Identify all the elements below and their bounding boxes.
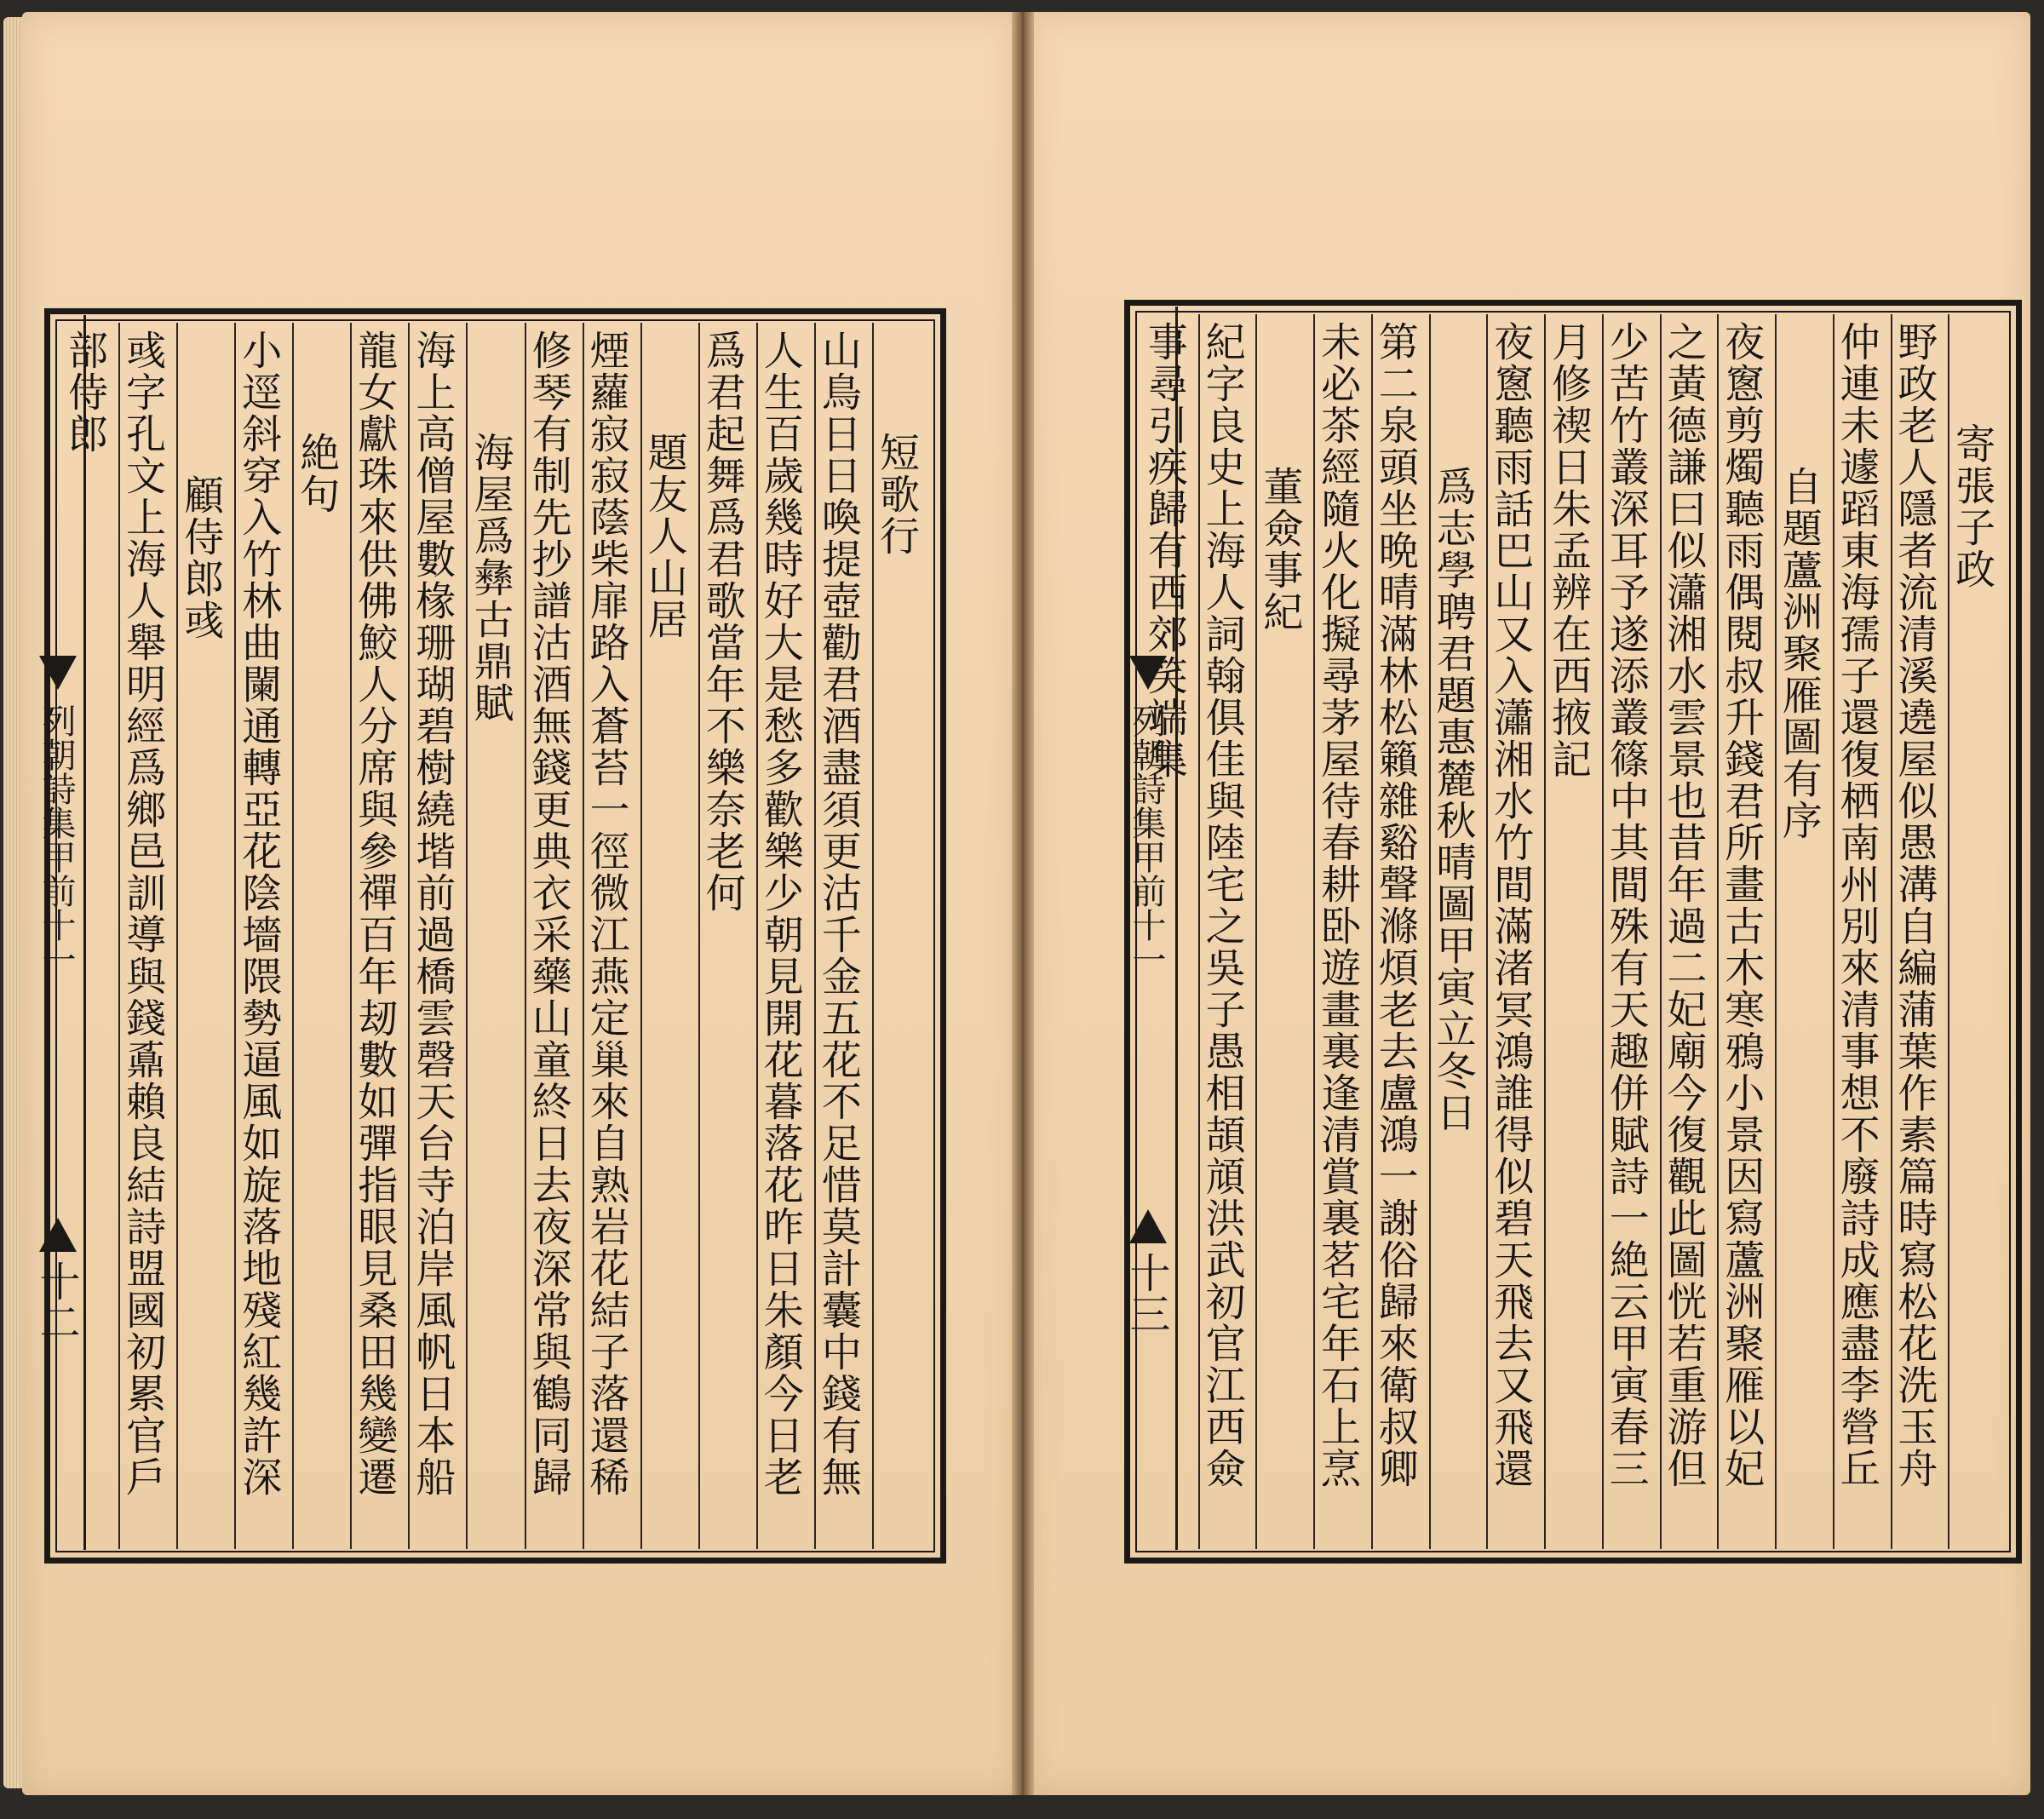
- left-page-column: 山鳥日日喚提壺勸君酒盡須更沽千金五花不足惜莫計囊中錢有無: [814, 330, 862, 1498]
- left-margin-page-number: 十二: [32, 1260, 80, 1342]
- column-rule: [350, 323, 352, 1549]
- left-page-column: 龍女獻珠來供佛鮫人分席與參禪百年刼數如彈指眼見桑田幾變遷: [351, 330, 399, 1498]
- right-page-column: 仲連未遽蹈東海孺子還復栖南州別來清事想不廢詩成應盡李營丘: [1833, 321, 1880, 1489]
- fish-tail-mark-bottom: [39, 1218, 77, 1252]
- column-rule: [1775, 314, 1777, 1549]
- right-page-column: 自題蘆洲聚雁圖有序: [1775, 466, 1823, 841]
- column-rule: [118, 323, 120, 1549]
- right-page-column: 少苦竹叢深耳予遂添叢篠中其間殊有天趣併賦詩一絶云甲寅春三: [1602, 321, 1650, 1489]
- right-page-column: 紀字良史上海人詞翰俱佳與陸宅之吳子愚相頡頏洪武初官江西僉: [1198, 321, 1246, 1489]
- right-page-column: 野政老人隱者流清溪遶屋似愚溝自編蒲葉作素篇時寫松花洗玉舟: [1891, 321, 1938, 1489]
- column-rule: [466, 323, 468, 1549]
- left-page-column: 人生百歲幾時好大是愁多歡樂少朝見開花暮落花昨日朱顏今日老: [756, 330, 804, 1498]
- left-page-column: 彧字孔文上海人舉明經爲鄉邑訓導與錢鼒賴良結詩盟國初累官戶: [119, 330, 167, 1498]
- right-page-column: 爲志學聘君題惠麓秋晴圖甲寅立冬日: [1429, 466, 1477, 1133]
- left-page-column: 題友人山居: [640, 432, 688, 640]
- column-rule: [292, 323, 294, 1549]
- column-rule: [698, 323, 700, 1549]
- right-page-column: 董僉事紀: [1256, 466, 1304, 633]
- column-rule: [1891, 314, 1892, 1549]
- left-page-margin: [32, 315, 86, 1550]
- left-page-column: 修琴有制先抄譜沽酒無錢更典衣采藥山童終日去夜深常與鶴同歸: [525, 330, 572, 1498]
- left-page-column: 絶句: [293, 432, 341, 515]
- column-rule: [1371, 314, 1373, 1549]
- column-rule: [1544, 314, 1546, 1549]
- column-rule: [1255, 314, 1257, 1549]
- right-page-frame: [1124, 300, 2022, 1564]
- left-page-column: 短歌行: [872, 432, 920, 557]
- column-rule: [1833, 314, 1834, 1549]
- column-rule: [583, 323, 584, 1549]
- column-rule: [640, 323, 642, 1549]
- right-page-column: 之黃德謙曰似瀟湘水雲景也昔年過二妃廟今復觀此圖恍若重游但: [1660, 321, 1708, 1489]
- left-page-column: 海上高僧屋數椽珊瑚碧樹繞堦前過橋雲磬天台寺泊岸風帆日本船: [409, 330, 456, 1498]
- left-page-frame: [44, 308, 946, 1564]
- left-page-column: 顧侍郎彧: [177, 474, 225, 641]
- right-page-column: 事尋引疾歸有西郊笑端集: [1140, 321, 1188, 780]
- column-rule: [872, 323, 874, 1549]
- column-rule: [525, 323, 526, 1549]
- book-gutter: [1012, 12, 1034, 1795]
- column-rule: [1486, 314, 1488, 1549]
- right-page-column: 第二泉頭坐晩晴滿林松籟雜谿聲滌煩老去盧鴻一謝俗歸來衛叔卿: [1371, 321, 1419, 1489]
- column-rule: [234, 323, 236, 1549]
- column-rule: [814, 323, 816, 1549]
- left-page-column: 煙蘿寂寂蔭柴扉路入蒼苔一徑微江燕定巢來自熟岩花結子落還稀: [583, 330, 630, 1498]
- fish-tail-mark-top: [39, 656, 77, 690]
- column-rule: [176, 323, 178, 1549]
- column-rule: [1948, 314, 1949, 1549]
- right-page-column: 夜窻剪燭聽雨偶閱叔升錢君所畫古木寒鴉小景因寫蘆洲聚雁以妃: [1718, 321, 1766, 1489]
- left-page-column: 爲君起舞爲君歌當年不樂奈老何: [698, 330, 746, 914]
- right-page-column: 夜窻聽雨話巴山又入瀟湘水竹間滿渚冥鴻誰得似碧天飛去又飛還: [1487, 321, 1535, 1489]
- column-rule: [1313, 314, 1315, 1549]
- left-page-column: 小逕斜穿入竹林曲闌通轉亞花陰墻隈勢逼風如旋落地殘紅幾許深: [235, 330, 283, 1498]
- column-rule: [1198, 314, 1200, 1549]
- right-page-column: 未必茶經隨火化擬尋茅屋待春耕卧遊畫裏逢清賞裏茗宅年石上烹: [1314, 321, 1362, 1489]
- column-rule: [408, 323, 410, 1549]
- right-margin-title: 列朝詩集甲前十一: [1127, 703, 1166, 976]
- column-rule: [1660, 314, 1662, 1549]
- fish-tail-mark-top-right: [1129, 656, 1167, 690]
- column-rule: [756, 323, 758, 1549]
- left-page-column: 部侍郎: [61, 330, 109, 455]
- column-rule: [1429, 314, 1431, 1549]
- right-page-column: 寄張子政: [1949, 423, 1996, 590]
- fish-tail-mark-bottom-right: [1129, 1209, 1167, 1243]
- left-margin-title: 列朝詩集甲前十一: [37, 703, 76, 976]
- right-page-column: 月修禊日朱孟辨在西掖記: [1545, 321, 1592, 780]
- column-rule: [1602, 314, 1604, 1549]
- column-rule: [1717, 314, 1719, 1549]
- right-margin-page-number: 十三: [1122, 1252, 1170, 1334]
- left-page-column: 海屋爲彝古鼎賦: [467, 432, 514, 724]
- right-page-margin: [1122, 307, 1178, 1550]
